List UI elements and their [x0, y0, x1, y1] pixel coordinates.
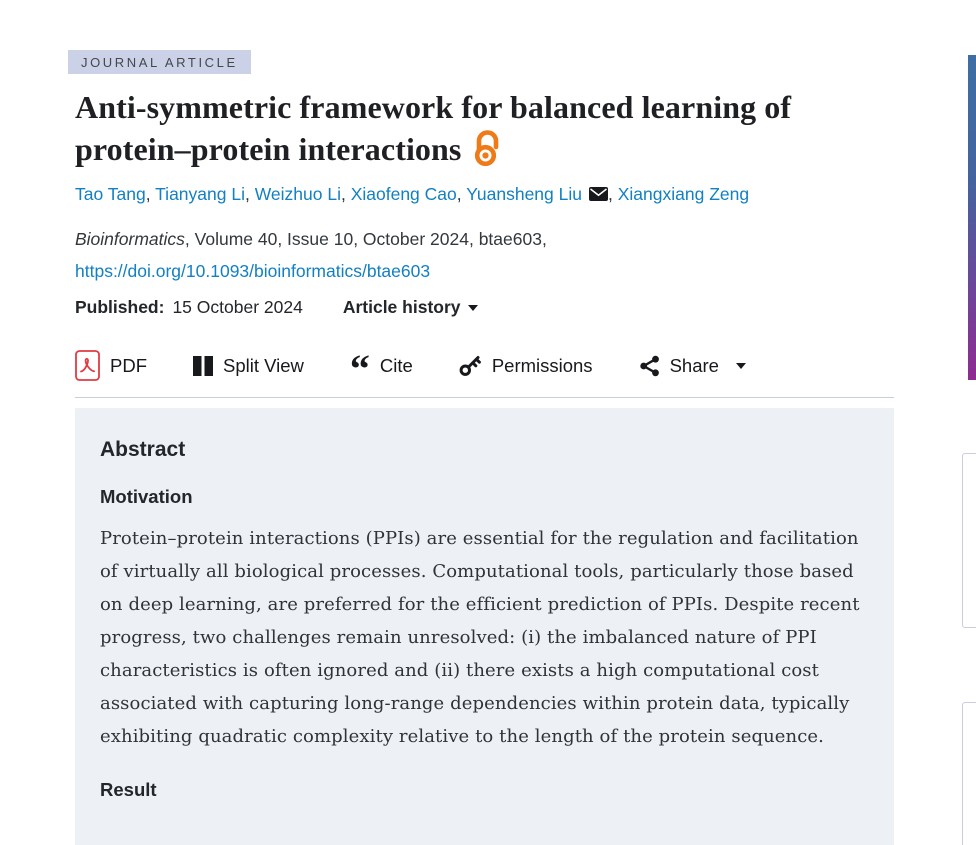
- published-date: 15 October 2024: [172, 297, 303, 317]
- pdf-button-label: PDF: [110, 354, 147, 376]
- doi-line: [75, 261, 894, 282]
- share-button-label: Share: [669, 354, 719, 376]
- result-heading: Result: [100, 779, 157, 800]
- abstract-heading: Abstract: [100, 438, 186, 461]
- cite-button-label: Cite: [379, 354, 413, 376]
- motivation-text: Protein–protein interactions (PPIs) are essential for the regulation and facilitation of virtually all biological processes. Computational tools, particularly those based on deep learning, are preferred for the efficient prediction of PPIs. Despite recent progress, two challenges remain unresolved: (i) the imbalanced nature of PPI characteristics is often ignored and (ii) there exists a high computational cost associated with capturing long-range dependencies within protein data, typically exhibiting quadratic complexity relative to the length of the protein sequence.: [100, 528, 860, 747]
- article-history-label: Article history: [342, 297, 461, 317]
- issue-cover-image: [968, 55, 976, 380]
- article-history-toggle[interactable]: [343, 297, 478, 317]
- author-separator: ,: [340, 184, 351, 204]
- citation-line: [75, 229, 894, 250]
- citation-detail: , Volume 40, Issue 10, October 2024, btae603,: [184, 229, 547, 249]
- split-view-button-label: Split View: [223, 354, 304, 376]
- article-toolbar: [75, 345, 894, 397]
- abstract-panel: [75, 408, 894, 845]
- author-link[interactable]: Tao Tang: [75, 184, 146, 204]
- article-main-column: [75, 50, 894, 845]
- published-line: [75, 297, 894, 318]
- author-separator: ,: [244, 184, 255, 204]
- journal-name: Bioinformatics: [75, 229, 185, 249]
- caret-down-icon: [736, 363, 746, 369]
- permissions-button-label: Permissions: [491, 354, 593, 376]
- share-button[interactable]: [639, 355, 746, 377]
- author-separator: ,: [608, 184, 618, 204]
- author-link[interactable]: Xiaofeng Cao: [350, 184, 457, 204]
- author-list: [75, 184, 894, 206]
- author-link[interactable]: Xiangxiang Zeng: [617, 184, 750, 204]
- author-link[interactable]: Yuansheng Liu: [466, 184, 582, 204]
- published-label: Published:: [75, 297, 165, 317]
- share-icon: [639, 355, 660, 377]
- corresponding-author-email-icon[interactable]: [589, 185, 608, 206]
- toolbar-divider: [75, 397, 894, 398]
- open-access-icon: [472, 128, 502, 176]
- pdf-button[interactable]: [75, 350, 147, 381]
- caret-down-icon: [468, 305, 478, 311]
- journal-article-badge: JOURNAL ARTICLE: [68, 50, 251, 74]
- pdf-file-icon: [75, 350, 100, 381]
- quote-icon: “: [349, 345, 370, 391]
- motivation-heading: Motivation: [100, 486, 193, 507]
- article-title: [75, 86, 894, 176]
- key-icon: [459, 354, 482, 377]
- split-view-button[interactable]: [193, 355, 304, 377]
- cite-button[interactable]: [349, 345, 413, 391]
- permissions-button[interactable]: [459, 354, 593, 377]
- doi-link[interactable]: https://doi.org/10.1093/bioinformatics/btae603: [75, 261, 431, 281]
- author-separator: ,: [145, 184, 156, 204]
- author-link[interactable]: Weizhuo Li: [254, 184, 341, 204]
- article-title-text: Anti-symmetric framework for balanced learning of protein–protein interactions: [75, 89, 792, 167]
- sidebar-panel: [962, 453, 976, 628]
- split-view-icon: [193, 356, 213, 376]
- author-link[interactable]: Tianyang Li: [155, 184, 245, 204]
- sidebar-panel: [962, 702, 976, 845]
- author-separator: ,: [456, 184, 467, 204]
